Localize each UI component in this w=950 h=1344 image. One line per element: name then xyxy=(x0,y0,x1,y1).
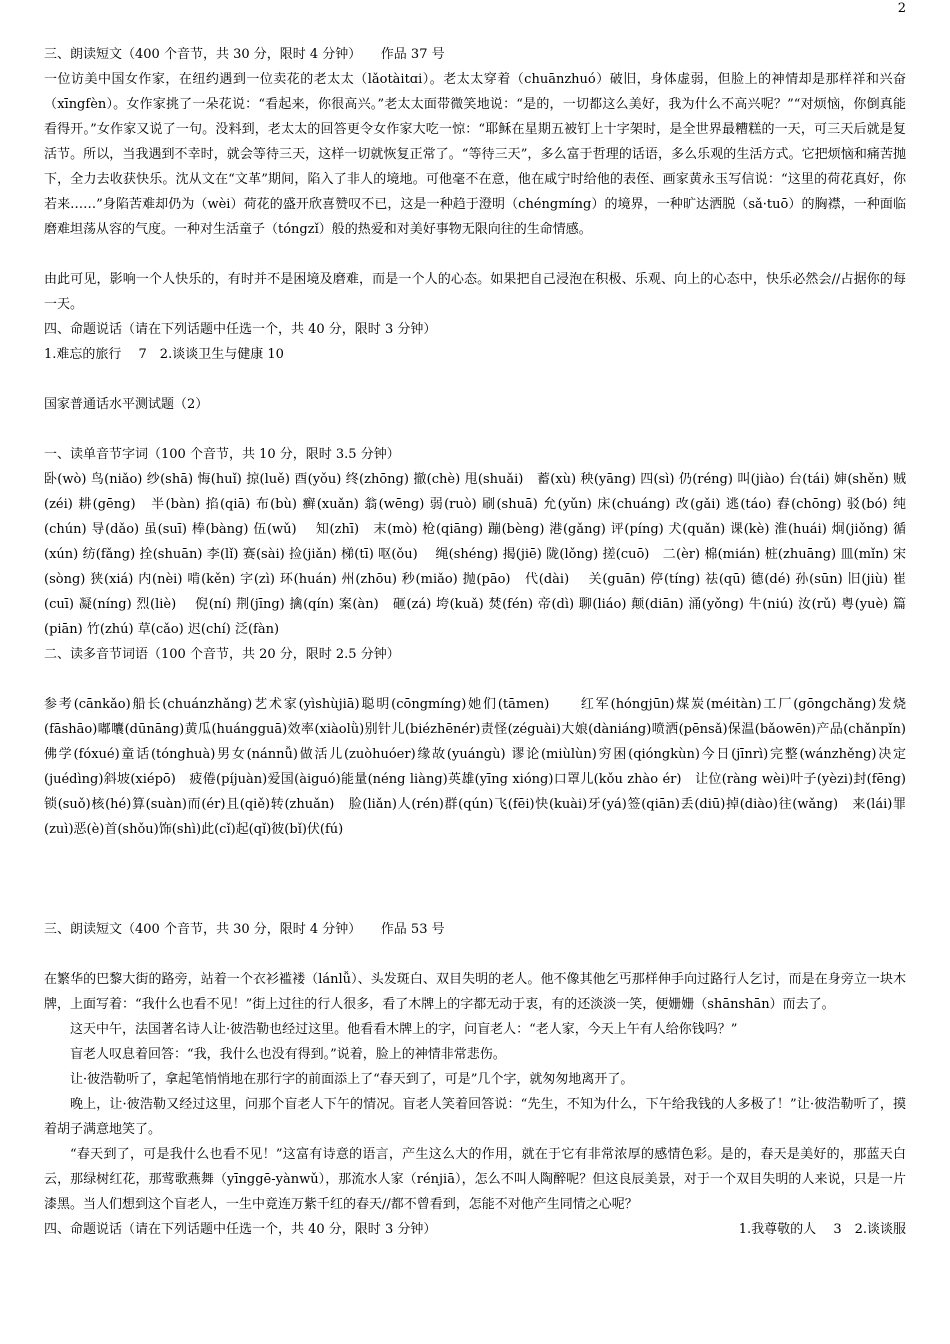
speaking-row-2 xyxy=(44,1217,906,1242)
speaking-heading-1: 四、命题说话（请在下列话题中任选一个，共 40 分，限时 3 分钟） xyxy=(44,322,437,337)
spacer xyxy=(44,367,906,392)
single-syllable-heading: 一、读单音节字词（100 个音节，共 10 分，限时 3.5 分钟） xyxy=(44,447,400,462)
test-title: 国家普通话水平测试题（2） xyxy=(44,397,209,412)
reading-passage-37: 一位访美中国女作家，在纽约遇到一位卖花的老太太（lǎotàitɑi）。老太太穿着（chuānzhuó）破旧，身体虚弱，但脸上的神情却是那样祥和兴奋（xīngfèn）。女作家挑了一朵花说：“看起来，你很高兴。”老太太面带微笑地说：“是的，一切都这么美好，我为什么不高兴呢？”“对烦恼，你倒真能看得开。”女作家又说了一句。没料到，老太太的回答更令女作家大吃一惊：“耶稣在星期五被钉上十字架时，是全世界最糟糕的一天，可三天后就是复活节。所以，当我遇到不幸时，就会等待三天，这样一切就恢复正常了。“等待三天”，多么富于哲理的话语，多么乐观的生活方式。它把烦恼和痛苦抛下，全力去收获快乐。沈从文在“文革”期间，陷入了非人的境地。可他毫不在意，他在咸宁时给他的表侄、画家黄永玉写信说：“这里的荷花真好，你若来……”身陷苦难却仍为（wèi）荷花的盛开欣喜赞叹不已，这是一种趋于澄明（chéngmíng）的境界，一种旷达洒脱（sǎ·tuō）的胸襟，一种面临磨难坦荡从容的气度。一种对生活童子（tóngzǐ）般的热爱和对美好事物无限向往的生命情感。 xyxy=(44,72,906,237)
spacer xyxy=(44,942,906,967)
spacer xyxy=(44,242,906,267)
single-syllable-words: 卧(wò) 鸟(niǎo) 纱(shā) 悔(huǐ) 掠(luě) 酉(yǒu) 终(zhōng) 撤(chè) 甩(shuǎi) 蓄(xù) 秧(yāng) 四(sì) 仍(réng) 叫(jiào) 台(tái) 婶(shěn) 贼(zéi) 耕(gēng) 半(bàn) 掐(qiā) 布(bù) 癣(xuǎn) 翁(wēng) 弱(ruò) 刷(shuā) 允(yǔn) 床(chuáng) 改(gǎi) 逃(táo) 舂(chōng) 驳(bó) 纯(chún) 导(dǎo) 虽(suī) 棒(bàng) 伍(wǔ) 知(zhī) 末(mò) 枪(qiāng) 蹦(bèng) 港(gǎng) 评(píng) 犬(quǎn) 课(kè) 淮(huái) 炯(jiǒng) 循(xún) 纺(fǎng) 拴(shuān) 李(lǐ) 赛(sài) 捡(jiǎn) 梯(tī) 呕(ǒu) 绳(shéng) 揭(jiē) 陇(lǒng) 搓(cuō) 二(èr) 棉(mián) 桩(zhuāng) 皿(mǐn) 宋(sòng) 狭(xiá) 内(nèi) 啃(kěn) 字(zì) 环(huán) 州(zhōu) 秒(miǎo) 抛(pāo) 代(dài) 关(guān) 停(tíng) 祛(qū) 德(dé) 孙(sūn) 旧(jiù) 崔(cuī) 凝(níng) 烈(liè) 倪(ní) 荆(jīng) 擒(qín) 案(àn) 砸(zá) 垮(kuǎ) 焚(fén) 帝(dì) 聊(liáo) 颠(diān) 涌(yǒng) 牛(niú) 汝(rǔ) 粤(yuè) 篇(piān) 竹(zhú) 草(cǎo) 迟(chí) 泛(fàn) xyxy=(44,472,906,637)
reading-heading-53: 三、朗读短文（400 个音节，共 30 分，限时 4 分钟） 作品 53 号 xyxy=(44,922,445,937)
multi-syllable-words: 参考(cānkǎo)船长(chuánzhǎng)艺术家(yìshùjiā)聪明(cōngmíng)她们(tāmen) 红军(hóngjūn)煤炭(méitàn)工厂(gōngchǎng)发烧(fāshāo)嘟囔(dūnāng)黄瓜(huángguā)效率(xiàolǜ)别针儿(biézhēnér)责怪(zéguài)大娘(dàniáng)喷洒(pēnsǎ)保温(bǎowēn)产品(chǎnpǐn)佛学(fóxué)童话(tónghuà)男女(nánnǚ)做活儿(zuòhuóer)缘故(yuángù) 谬论(miùlùn)穷困(qióngkùn)今日(jīnrì)完整(wánzhěng)决定(juédìng)斜坡(xiépō) 疲倦(píjuàn)爱国(àiguó)能量(néng liàng)英雄(yīng xióng)口罩儿(kǒu zhào ér) 让位(ràng wèi)叶子(yèzi)封(fēng)锁(suǒ)核(hé)算(suàn)而(ér)且(qiě)转(zhuǎn) 脸(liǎn)人(rén)群(qún)飞(fēi)快(kuài)牙(yá)签(qiān)丢(diū)掉(diào)往(wǎng) 来(lái)罪(zuì)恶(è)首(shǒu)饰(shì)此(cǐ)起(qǐ)彼(bǐ)伏(fú) xyxy=(44,697,906,837)
reading-passage-53-p4: 让·彼浩勒听了，拿起笔悄悄地在那行字的前面添上了“春天到了，可是”几个字，就匆匆地离开了。 xyxy=(70,1072,634,1087)
spacer xyxy=(44,417,906,442)
speaking-heading-2: 四、命题说话（请在下列话题中任选一个，共 40 分，限时 3 分钟） xyxy=(44,1222,437,1237)
speaking-topics-1: 1.难忘的旅行 7 2.谈谈卫生与健康 10 xyxy=(44,347,284,362)
reading-heading-37: 三、朗读短文（400 个音节，共 30 分，限时 4 分钟） 作品 37 号 xyxy=(44,47,445,62)
spacer xyxy=(44,842,906,917)
paper-2 xyxy=(44,392,906,1242)
reading-passage-53-p2: 这天中午，法国著名诗人让·彼浩勒也经过这里。他看看木牌上的字，问盲老人：“老人家，今天上午有人给你钱吗？” xyxy=(70,1022,738,1037)
page-number: 2 xyxy=(897,1,906,16)
speaking-topics-2: 1.我尊敬的人 3 2.谈谈服 xyxy=(738,1222,906,1237)
reading-passage-53-p3: 盲老人叹息着回答：“我，我什么也没有得到。”说着，脸上的神情非常悲伤。 xyxy=(70,1047,506,1062)
reading-passage-53-p6: “春天到了，可是我什么也看不见！”这富有诗意的语言，产生这么大的作用，就在于它有非常浓厚的感情色彩。是的，春天是美好的，那蓝天白云，那绿树红花，那莺歌燕舞（yīnggē-yànwǔ），那流水人家（rénjiā），怎么不叫人陶醉呢？但这良辰美景，对于一个双目失明的人来说，只是一片漆黑。当人们想到这个盲老人，一生中竟连万紫千红的春天//都不曾看到，怎能不对他产生同情之心呢？ xyxy=(44,1147,906,1212)
reading-passage-37-ending: 由此可见，影响一个人快乐的，有时并不是困境及磨难，而是一个人的心态。如果把自己浸泡在积极、乐观、向上的心态中，快乐必然会//占据你的每一天。 xyxy=(44,272,906,312)
multi-syllable-heading: 二、读多音节词语（100 个音节，共 20 分，限时 2.5 分钟） xyxy=(44,647,400,662)
spacer xyxy=(44,667,906,692)
reading-passage-53-p1: 在繁华的巴黎大街的路旁，站着一个衣衫褴褛（lánlǚ）、头发斑白、双目失明的老人。他不像其他乞丐那样伸手向过路行人乞讨，而是在身旁立一块木牌，上面写着：“我什么也看不见！”街上过往的行人很多，看了木牌上的字都无动于衷，有的还淡淡一笑，便姗姗（shānshān）而去了。 xyxy=(44,972,906,1012)
paper-1-continued xyxy=(44,42,906,367)
reading-passage-53-p5: 晚上，让·彼浩勒又经过这里，问那个盲老人下午的情况。盲老人笑着回答说：“先生，不知为什么，下午给我钱的人多极了！”让·彼浩勒听了，摸着胡子满意地笑了。 xyxy=(44,1097,906,1137)
